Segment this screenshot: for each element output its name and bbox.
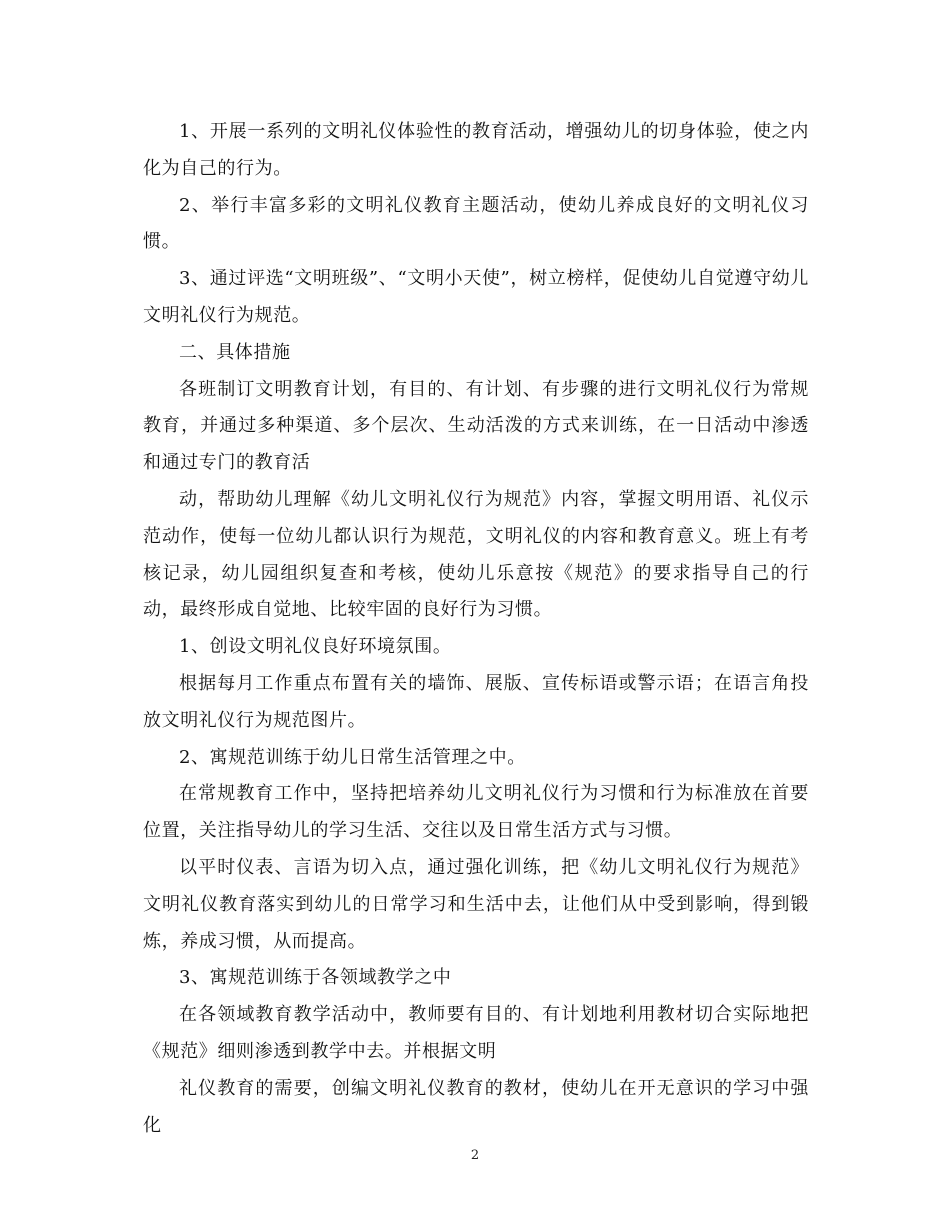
paragraph-6: 动，帮助幼儿理解《幼儿文明礼仪行为规范》内容，掌握文明用语、礼仪示范动作，使每一位幼儿都认识行为规范，文明礼仪的内容和教育意义。班上有考核记录，幼儿园组织复查和考核，使幼儿乐意按《规范》的要求指导自己的行动，最终形成自觉地、比较牢固的良好行为习惯。 — [143, 488, 809, 621]
paragraph-3: 3、通过评选“文明班级”、“文明小天使”，树立榜样，促使幼儿自觉遵守幼儿文明礼仪行为规范。 — [143, 268, 809, 326]
document-body — [143, 114, 809, 1144]
paragraph-11: 以平时仪表、言语为切入点，通过强化训练，把《幼儿文明礼仪行为规范》文明礼仪教育落实到幼儿的日常学习和生活中去，让他们从中受到影响，得到锻炼，养成习惯，从而提高。 — [143, 856, 809, 952]
subheading-3: 3、寓规范训练于各领域教学之中 — [179, 967, 452, 989]
paragraph-13: 在各领域教育教学活动中，教师要有目的、有计划地利用教材切合实际地把《规范》细则渗透到教学中去。并根据文明 — [143, 1004, 809, 1062]
page-number: 2 — [470, 1148, 480, 1163]
subheading-1: 1、创设文明礼仪良好环境氛围。 — [179, 636, 452, 658]
paragraph-14: 礼仪教育的需要，创编文明礼仪教育的教材，使幼儿在开无意识的学习中强化 — [143, 1077, 809, 1136]
paragraph-5: 各班制订文明教育计划，有目的、有计划、有步骤的进行文明礼仪行为常规教育，并通过多种渠道、多个层次、生动活泼的方式来训练，在一日活动中渗透和通过专门的教育活 — [143, 378, 809, 474]
subheading-2: 2、寓规范训练于幼儿日常生活管理之中。 — [179, 746, 526, 768]
paragraph-10: 在常规教育工作中，坚持把培养幼儿文明礼仪行为习惯和行为标准放在首要位置，关注指导幼儿的学习生活、交往以及日常生活方式与习惯。 — [143, 783, 809, 842]
paragraph-2: 2、举行丰富多彩的文明礼仪教育主题活动，使幼儿养成良好的文明礼仪习惯。 — [143, 194, 809, 253]
paragraph-1: 1、开展一系列的文明礼仪体验性的教育活动，增强幼儿的切身体验，使之内化为自己的行为。 — [143, 121, 809, 179]
section-heading: 二、具体措施 — [179, 341, 291, 363]
paragraph-8: 根据每月工作重点布置有关的墙饰、展版、宣传标语或警示语；在语言角投放文明礼仪行为规范图片。 — [143, 672, 809, 731]
